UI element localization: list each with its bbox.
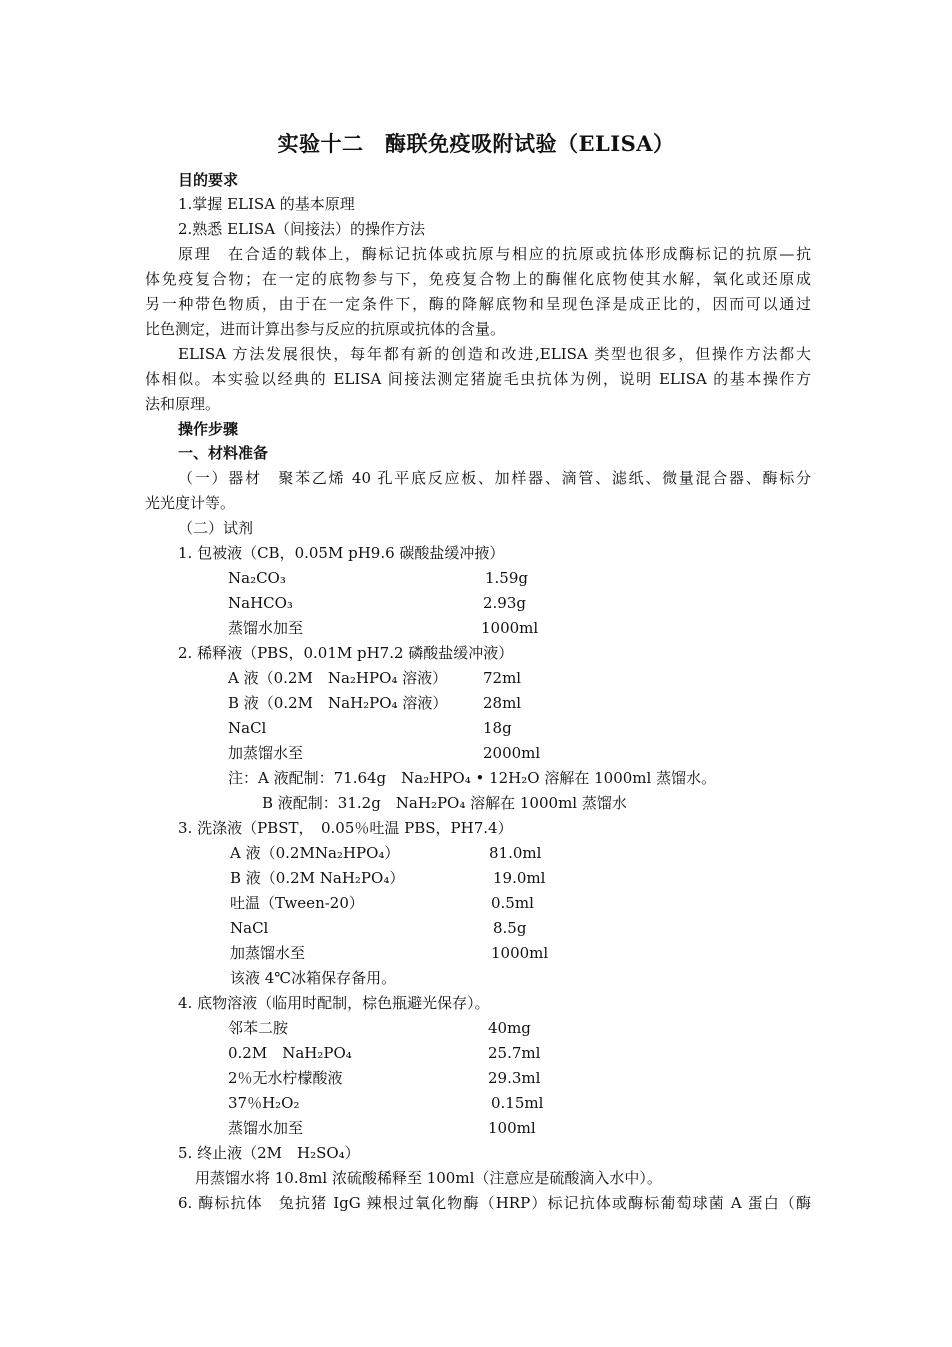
principle-line-2: 体免疫复合物；在一定的底物参与下，免疫复合物上的酶催化底物使其水解，氧化或还原成 [145, 270, 811, 288]
reagent-3-amount: 19.0ml [493, 869, 546, 887]
reagent-3-name: NaCl [230, 919, 269, 937]
reagent-3-name: 吐温（Tween-20） [230, 894, 364, 912]
reagent-1-amount: 1000ml [481, 619, 539, 637]
reagent-4-amount: 25.7ml [488, 1044, 541, 1062]
equipment-line-1: （一）器材 聚苯乙烯 40 孔平底反应板、加样器、滴管、滤纸、微量混合器、酶标分 [178, 469, 811, 487]
objective-item-2: 2.熟悉 ELISA（间接法）的操作方法 [178, 220, 426, 238]
page-title: 实验十二 酶联免疫吸附试验（ELISA） [277, 131, 675, 156]
reagent-5-text: 用蒸馏水将 10.8ml 浓硫酸稀释至 100ml（注意应是硫酸滴入水中）。 [195, 1169, 662, 1187]
reagent-4-amount: 100ml [488, 1119, 536, 1137]
reagent-1-name: 蒸馏水加至 [228, 619, 304, 637]
reagent-2-amount: 18g [483, 719, 512, 737]
principle-line-1: 原理 在合适的载体上，酶标记抗体或抗原与相应的抗原或抗体形成酶标记的抗原—抗 [178, 245, 811, 263]
reagent-3-heading: 3. 洗涤液（PBST， 0.05％吐温 PBS，PH7.4） [178, 819, 513, 837]
reagent-2-heading: 2. 稀释液（PBS，0.01M pH7.2 磷酸盐缓冲液） [178, 644, 514, 662]
intro-line-3: 法和原理。 [145, 395, 221, 413]
reagent-2-amount: 2000ml [483, 744, 541, 762]
reagent-4-name: 37％H₂O₂ [228, 1094, 300, 1112]
reagent-1-amount: 2.93g [483, 594, 527, 612]
reagent-6-heading: 6. 酶标抗体 兔抗猪 IgG 辣根过氧化物酶（HRP）标记抗体或酶标葡萄球菌 A 蛋白（酶 [178, 1194, 811, 1212]
reagent-4-amount: 29.3ml [488, 1069, 541, 1087]
principle-line-3: 另一种带色物质，由于在一定条件下，酶的降解底物和呈现色泽是成正比的，因而可以通过 [145, 295, 811, 313]
intro-line-1: ELISA 方法发展很快，每年都有新的创造和改进,ELISA 类型也很多，但操作方法都大 [178, 345, 811, 363]
reagent-4-name: 蒸馏水加至 [228, 1119, 304, 1137]
reagent-2-note-b: B 液配制：31.2g NaH₂PO₄ 溶解在 1000ml 蒸馏水 [262, 794, 627, 812]
objective-item-1: 1.掌握 ELISA 的基本原理 [178, 195, 355, 213]
reagent-1-amount: 1.59g [485, 569, 529, 587]
reagent-3-name: B 液（0.2M NaH₂PO₄） [230, 869, 405, 887]
reagent-4-name: 0.2M NaH₂PO₄ [228, 1044, 352, 1062]
principle-line-4: 比色测定，进而计算出参与反应的抗原或抗体的含量。 [145, 320, 506, 338]
reagent-3-amount: 1000ml [491, 944, 549, 962]
reagent-3-amount: 81.0ml [489, 844, 542, 862]
reagents-heading: （二）试剂 [178, 519, 254, 537]
reagent-4-amount: 40mg [488, 1019, 531, 1037]
steps-heading: 操作步骤 [178, 420, 239, 438]
reagent-2-name: B 液（0.2M NaH₂PO₄ 溶液） [228, 694, 448, 712]
reagent-5-heading: 5. 终止液（2M H₂SO₄） [178, 1144, 360, 1162]
reagent-3-name: 加蒸馏水至 [230, 944, 306, 962]
objectives-heading: 目的要求 [178, 171, 239, 189]
reagent-2-amount: 72ml [483, 669, 522, 687]
materials-heading: 一、材料准备 [178, 444, 269, 462]
reagent-4-name: 2％无水柠檬酸液 [228, 1069, 343, 1087]
reagent-2-name: A 液（0.2M Na₂HPO₄ 溶液） [228, 669, 448, 687]
reagent-3-note: 该液 4℃冰箱保存备用。 [230, 969, 397, 987]
reagent-1-heading: 1. 包被液（CB，0.05M pH9.6 碳酸盐缓冲掖） [178, 544, 505, 562]
equipment-line-2: 光光度计等。 [145, 494, 236, 512]
reagent-4-name: 邻苯二胺 [228, 1019, 289, 1037]
reagent-2-name: NaCl [228, 719, 267, 737]
reagent-3-name: A 液（0.2MNa₂HPO₄） [230, 844, 400, 862]
reagent-3-amount: 0.5ml [491, 894, 534, 912]
intro-line-2: 体相似。本实验以经典的 ELISA 间接法测定猪旋毛虫抗体为例，说明 ELISA 的基本操作方 [145, 370, 811, 388]
reagent-2-note-a: 注：A 液配制：71.64g Na₂HPO₄ • 12H₂O 溶解在 1000ml 蒸馏水。 [228, 769, 717, 787]
reagent-1-name: NaHCO₃ [228, 594, 293, 612]
reagent-3-amount: 8.5g [493, 919, 527, 937]
reagent-4-amount: 0.15ml [491, 1094, 544, 1112]
reagent-4-heading: 4. 底物溶液（临用时配制，棕色瓶避光保存）。 [178, 994, 490, 1012]
reagent-2-amount: 28ml [483, 694, 522, 712]
reagent-1-name: Na₂CO₃ [228, 569, 286, 587]
reagent-2-name: 加蒸馏水至 [228, 744, 304, 762]
